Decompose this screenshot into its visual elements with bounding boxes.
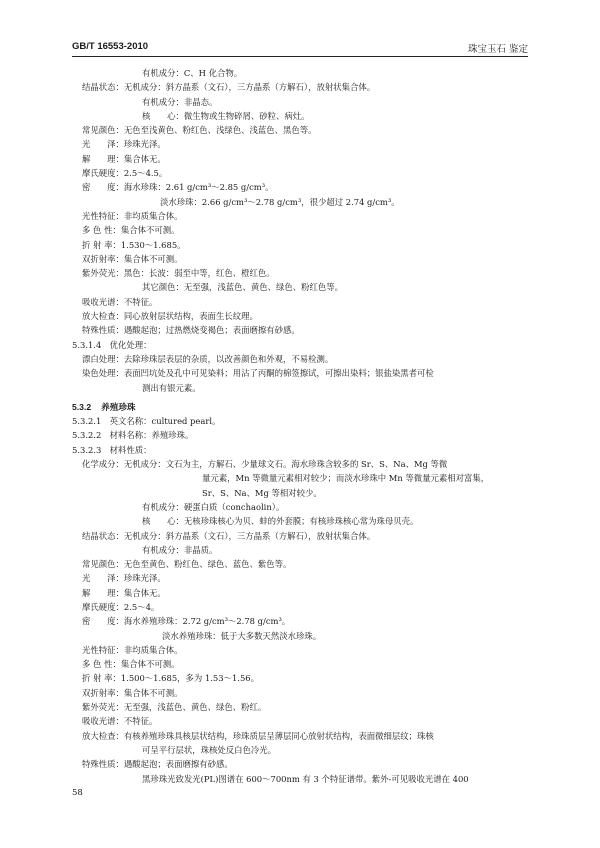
standard-code: GB/T 16553-2010 bbox=[72, 41, 149, 52]
text-line: 光 泽：珍珠光泽。 bbox=[82, 573, 166, 584]
text-line: 多 色 性：集合体不可测。 bbox=[82, 659, 180, 670]
page-number: 58 bbox=[72, 788, 83, 798]
text-line: Sr、S、Na、Mg 等相对较少。 bbox=[202, 487, 322, 498]
text-line: 染色处理：表面凹坑处及孔中可见染料；用沾了丙酮的棉签擦试，可擦出染料；银盐染黑者可检 bbox=[82, 368, 434, 379]
text-line: 放大检查：同心放射层状结构，表面生长纹理。 bbox=[82, 311, 258, 322]
text-line: 摩氏硬度：2.5～4。 bbox=[82, 601, 160, 612]
document-body bbox=[72, 66, 528, 786]
text-line: 密 度：海水珍珠：2.61 g/cm³～2.85 g/cm³。 bbox=[82, 182, 274, 193]
text-line: 5.3.2.1 英文名称：cultured pearl。 bbox=[72, 416, 221, 427]
text-line: 吸收光谱：不特征。 bbox=[82, 296, 158, 307]
text-line: 解 理：集合体无。 bbox=[82, 587, 166, 598]
text-line: 密 度：海水养殖珍珠：2.72 g/cm³～2.78 g/cm³。 bbox=[82, 616, 291, 627]
text-line: 特殊性质：遇酸起泡；表面磨擦有砂感。 bbox=[82, 759, 233, 770]
cultured-pearl-block bbox=[72, 414, 528, 786]
text-line: 化学成分：无机成分：文石为主，方解石、少量球文石。海水珍珠含较多的 Sr、S、Na、Mg 等微 bbox=[82, 459, 448, 470]
section-title: 养殖珍珠 bbox=[101, 401, 136, 412]
text-line: 漂白处理：去除珍珠层表层的杂质，以改善颜色和外观，不易检测。 bbox=[82, 353, 334, 364]
text-line: 解 理：集合体无。 bbox=[82, 153, 166, 164]
text-line: 吸收光谱：不特征。 bbox=[82, 716, 158, 727]
text-line: 常见颜色：无色至黄色、粉红色、绿色、蓝色、紫色等。 bbox=[82, 559, 292, 570]
text-line: 结晶状态：无机成分：斜方晶系（文石），三方晶系（方解石），放射状集合体。 bbox=[82, 82, 376, 93]
text-line: 淡水养殖珍珠：低于大多数天然淡水珍珠。 bbox=[162, 630, 322, 641]
text-line: 核 心：无核珍珠核心为贝、蚌的外套膜；有核珍珠核心常为珠母贝壳。 bbox=[142, 516, 419, 527]
text-line: 可呈平行层状，珠核处反白色冷光。 bbox=[142, 744, 276, 755]
text-line: 紫外荧光：无至强，浅蓝色、黄色、绿色、粉红。 bbox=[82, 702, 267, 713]
text-line: 核 心：微生物或生物碎屑、砂粒、病灶。 bbox=[142, 110, 310, 121]
text-line: 多 色 性：集合体不可测。 bbox=[82, 225, 180, 236]
text-line: 其它颜色：无至强，浅蓝色、黄色、绿色、粉红色等。 bbox=[142, 282, 343, 293]
text-line: 测出有银元素。 bbox=[142, 382, 201, 393]
text-line: 折 射 率：1.500～1.685，多为 1.53～1.56。 bbox=[82, 673, 259, 684]
text-line: 光性特征：非均质集合体。 bbox=[82, 210, 183, 221]
text-line: 折 射 率：1.530～1.685。 bbox=[82, 239, 186, 250]
section-heading bbox=[72, 400, 528, 414]
text-line: 紫外荧光：黑色：长波：弱至中等，红色、橙红色。 bbox=[82, 268, 275, 279]
text-line: 黑珍珠光致发光(PL)图谱在 600～700nm 有 3 个特征谱带。紫外-可见吸收光谱在 400 bbox=[142, 773, 469, 784]
text-line: 5.3.2.3 材料性质： bbox=[72, 444, 152, 455]
text-line: 放大检查：有核养殖珍珠具核层状结构，珍珠质层呈薄层同心放射状结构，表面微细层纹；珠核 bbox=[82, 730, 434, 741]
text-line: 光性特征：非均质集合体。 bbox=[82, 644, 183, 655]
text-line: 双折射率：集合体不可测。 bbox=[82, 687, 183, 698]
document-title: 珠宝玉石 鉴定 bbox=[467, 44, 528, 55]
text-line: 双折射率：集合体不可测。 bbox=[82, 253, 183, 264]
text-line: 量元素，Mn 等微量元素相对较少；而淡水珍珠中 Mn 等微量元素相对富集， bbox=[202, 473, 490, 484]
page-header bbox=[72, 40, 528, 57]
text-line: 淡水珍珠：2.66 g/cm³～2.78 g/cm³，很少超过 2.74 g/cm³。 bbox=[160, 196, 400, 207]
text-line: 常见颜色：无色至浅黄色、粉红色、浅绿色、浅蓝色、黑色等。 bbox=[82, 125, 317, 136]
text-line: 5.3.1.4 优化处理： bbox=[72, 339, 152, 350]
text-line: 有机成分：非晶质。 bbox=[142, 544, 218, 555]
text-line: 光 泽：珍珠光泽。 bbox=[82, 139, 166, 150]
text-line: 有机成分：硬蛋白质（conchaolin）。 bbox=[142, 501, 285, 512]
text-line: 结晶状态：无机成分：斜方晶系（文石），三方晶系（方解石），放射状集合体。 bbox=[82, 530, 376, 541]
pearl-properties-block bbox=[72, 66, 528, 395]
text-line: 有机成分：C、H 化合物。 bbox=[142, 68, 243, 78]
section-number: 5.3.2 bbox=[72, 401, 92, 412]
text-line: 5.3.2.2 材料名称：养殖珍珠。 bbox=[72, 430, 194, 441]
text-line: 特殊性质：遇酸起泡；过热燃烧变褐色；表面磨擦有砂感。 bbox=[82, 325, 300, 336]
text-line: 摩氏硬度：2.5～4.5。 bbox=[82, 168, 168, 179]
text-line: 有机成分：非晶态。 bbox=[142, 96, 218, 107]
